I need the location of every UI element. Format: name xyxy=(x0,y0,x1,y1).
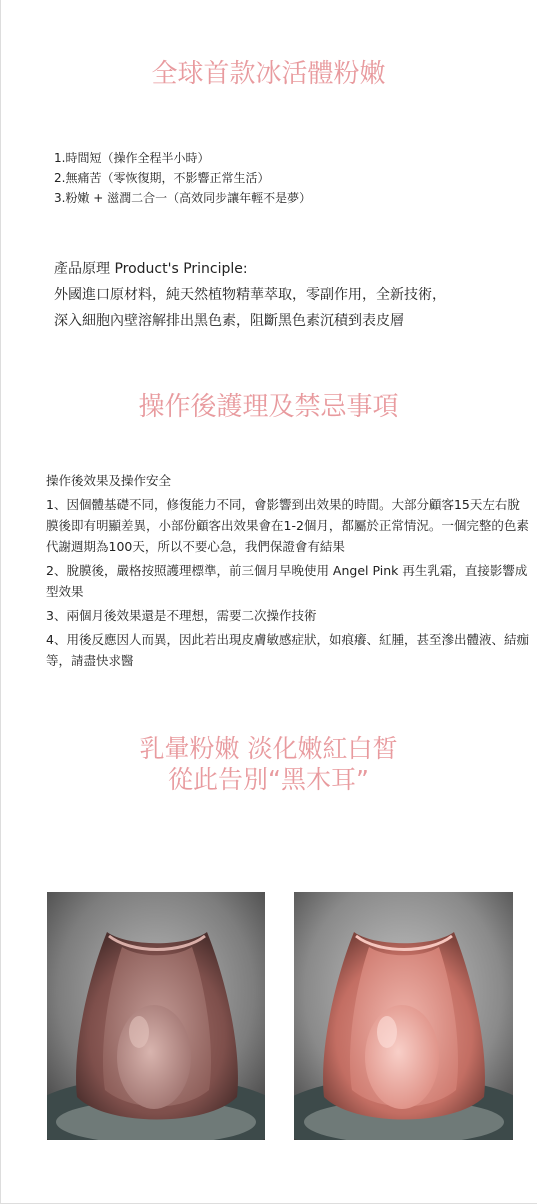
aftercare-item: 3、兩個月後效果還是不理想，需要二次操作技術 xyxy=(46,608,317,623)
step-item: 1.時間短（操作全程半小時） xyxy=(54,151,210,165)
principle-line: 深入細胞內壁溶解排出黑色素，阻斷黑色素沉積到表皮層 xyxy=(54,313,404,329)
before-photo xyxy=(47,892,265,1140)
heading-aftercare: 操作後護理及禁忌事項 xyxy=(138,392,399,422)
principle-line: 外國進口原材料，純天然植物精華萃取，零副作用，全新技術， xyxy=(54,287,446,303)
heading-result-line2: 從此告別“黑木耳” xyxy=(168,765,369,794)
page-left-edge xyxy=(0,0,1,1204)
aftercare-title: 操作後效果及操作安全 xyxy=(46,473,172,488)
principle-title: 產品原理 Product's Principle: xyxy=(54,261,248,277)
aftercare-item: 1、因個體基礎不同，修復能力不同，會影響到出效果的時間。大部分顧客15天左右脫膜後即有明顯差異，小部份顧客出效果會在1-2個月，都屬於正常情況。一個完整的色素代謝週期為100天，所以不要心急，我們保證會有結果 xyxy=(46,497,529,554)
steps-list xyxy=(54,148,311,208)
step-item: 3.粉嫩 + 滋潤二合一（高效同步讓年輕不是夢） xyxy=(54,191,312,205)
principle-block xyxy=(54,256,524,334)
aftercare-item: 2、脫膜後，嚴格按照護理標準，前三個月早晚使用 Angel Pink 再生乳霜，直接影響成型效果 xyxy=(46,563,528,599)
aftercare-block xyxy=(46,470,530,674)
heading-intro: 全球首款冰活體粉嫩 xyxy=(151,59,386,89)
heading-result-line1: 乳暈粉嫩 淡化嫩紅白皙 xyxy=(139,734,398,763)
step-item: 2.無痛苦（零恢復期，不影響正常生活） xyxy=(54,171,270,185)
after-photo xyxy=(294,892,513,1140)
aftercare-item: 4、用後反應因人而異，因此若出現皮膚敏感症狀，如痕癢、紅腫，甚至滲出體液、結痂等，請盡快求醫 xyxy=(46,632,529,668)
